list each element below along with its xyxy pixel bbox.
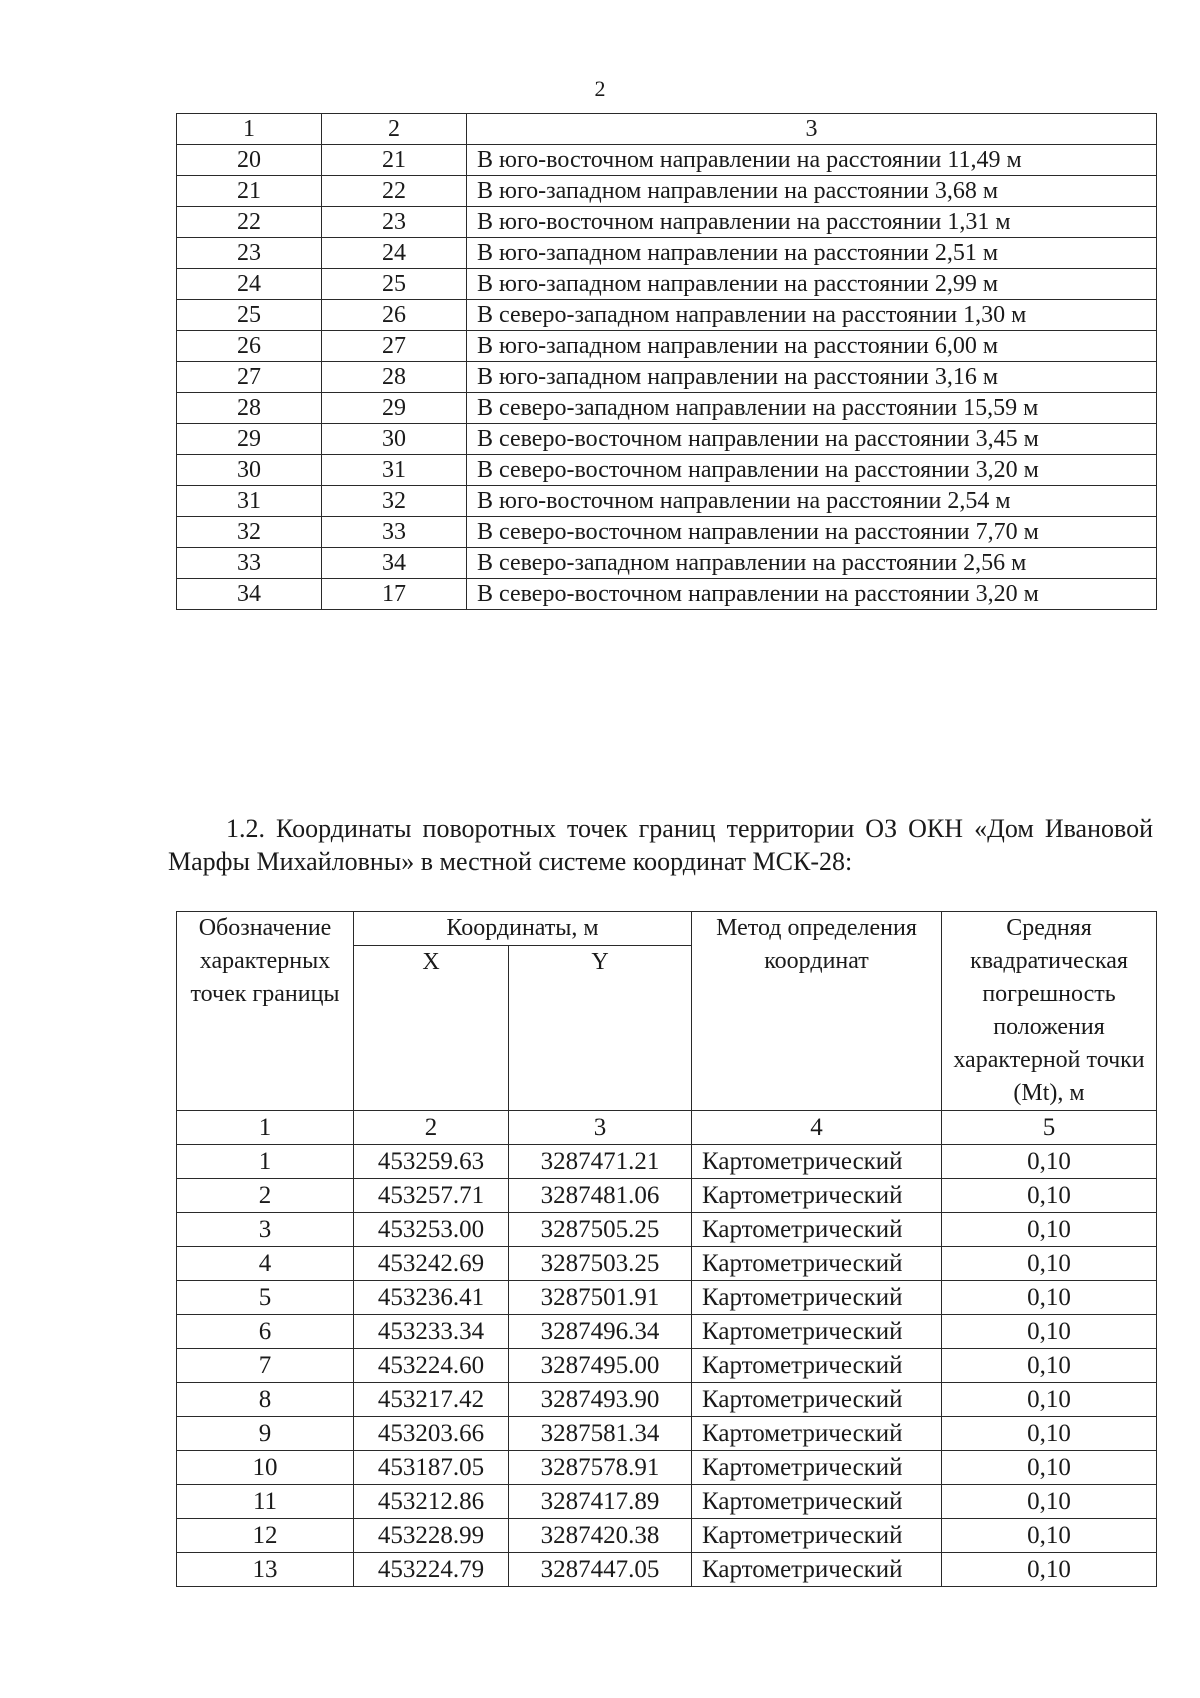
coord-y: 3287501.91	[509, 1281, 692, 1315]
table-row	[177, 1281, 1157, 1315]
point-to: 21	[322, 145, 467, 176]
col-number-2: 2	[354, 1111, 509, 1145]
table-row	[177, 1553, 1157, 1587]
direction-text: В юго-восточном направлении на расстоянии 2,54 м	[467, 486, 1157, 517]
table-row	[177, 1519, 1157, 1553]
table-row	[177, 176, 1157, 207]
col-header-2: 2	[322, 114, 467, 145]
coord-y: 3287471.21	[509, 1145, 692, 1179]
direction-text: В юго-западном направлении на расстоянии 2,99 м	[467, 269, 1157, 300]
page-number: 2	[594, 76, 606, 101]
boundary-description-table	[176, 113, 1157, 610]
method: Картометрический	[692, 1451, 942, 1485]
point-to: 29	[322, 393, 467, 424]
table-row	[177, 579, 1157, 610]
coord-x: 453242.69	[354, 1247, 509, 1281]
method: Картометрический	[692, 1553, 942, 1587]
error-value: 0,10	[942, 1553, 1157, 1587]
point-to: 26	[322, 300, 467, 331]
table-row	[177, 1349, 1157, 1383]
error-value: 0,10	[942, 1485, 1157, 1519]
point-number: 1	[177, 1145, 354, 1179]
table-row	[177, 1213, 1157, 1247]
point-number: 13	[177, 1553, 354, 1587]
point-number: 7	[177, 1349, 354, 1383]
point-number: 6	[177, 1315, 354, 1349]
table-row	[177, 455, 1157, 486]
coord-y: 3287420.38	[509, 1519, 692, 1553]
error-value: 0,10	[942, 1315, 1157, 1349]
point-from: 25	[177, 300, 322, 331]
direction-text: В юго-западном направлении на расстоянии 3,16 м	[467, 362, 1157, 393]
table-row	[177, 1247, 1157, 1281]
direction-text: В северо-западном направлении на расстоянии 15,59 м	[467, 393, 1157, 424]
point-to: 30	[322, 424, 467, 455]
method: Картометрический	[692, 1247, 942, 1281]
coord-y: 3287417.89	[509, 1485, 692, 1519]
coord-y: 3287481.06	[509, 1179, 692, 1213]
method: Картометрический	[692, 1179, 942, 1213]
coord-x: 453236.41	[354, 1281, 509, 1315]
point-number: 3	[177, 1213, 354, 1247]
point-number: 11	[177, 1485, 354, 1519]
col-number-1: 1	[177, 1111, 354, 1145]
coord-y: 3287493.90	[509, 1383, 692, 1417]
point-number: 10	[177, 1451, 354, 1485]
direction-text: В юго-западном направлении на расстоянии 2,51 м	[467, 238, 1157, 269]
method: Картометрический	[692, 1349, 942, 1383]
coord-x: 453259.63	[354, 1145, 509, 1179]
point-from: 31	[177, 486, 322, 517]
col-number-4: 4	[692, 1111, 942, 1145]
point-from: 28	[177, 393, 322, 424]
point-from: 33	[177, 548, 322, 579]
coord-x: 453224.60	[354, 1349, 509, 1383]
header-x: X	[354, 946, 509, 1111]
point-from: 24	[177, 269, 322, 300]
table-row	[177, 1485, 1157, 1519]
section-paragraph: 1.2. Координаты поворотных точек границ территории ОЗ ОКН «Дом Ивановой Марфы Михайловны» в местной системе координат МСК-28:	[168, 814, 1153, 876]
table-header-row	[177, 114, 1157, 145]
method: Картометрический	[692, 1383, 942, 1417]
coord-y: 3287496.34	[509, 1315, 692, 1349]
method: Картометрический	[692, 1485, 942, 1519]
direction-text: В северо-западном направлении на расстоянии 2,56 м	[467, 548, 1157, 579]
direction-text: В юго-восточном направлении на расстоянии 11,49 м	[467, 145, 1157, 176]
table-row	[177, 207, 1157, 238]
point-number: 9	[177, 1417, 354, 1451]
header-method: Метод определения координат	[692, 912, 942, 1111]
table-row	[177, 1417, 1157, 1451]
col-number-3: 3	[509, 1111, 692, 1145]
direction-text: В юго-западном направлении на расстоянии 6,00 м	[467, 331, 1157, 362]
table-row	[177, 424, 1157, 455]
coord-y: 3287578.91	[509, 1451, 692, 1485]
coord-y: 3287503.25	[509, 1247, 692, 1281]
col-number-5: 5	[942, 1111, 1157, 1145]
point-to: 32	[322, 486, 467, 517]
direction-text: В юго-восточном направлении на расстоянии 1,31 м	[467, 207, 1157, 238]
point-from: 22	[177, 207, 322, 238]
table-row	[177, 1179, 1157, 1213]
error-value: 0,10	[942, 1247, 1157, 1281]
method: Картометрический	[692, 1213, 942, 1247]
error-value: 0,10	[942, 1451, 1157, 1485]
direction-text: В северо-восточном направлении на расстоянии 3,20 м	[467, 579, 1157, 610]
coord-x: 453217.42	[354, 1383, 509, 1417]
method: Картометрический	[692, 1519, 942, 1553]
point-to: 24	[322, 238, 467, 269]
point-from: 26	[177, 331, 322, 362]
point-from: 32	[177, 517, 322, 548]
point-to: 31	[322, 455, 467, 486]
table-row	[177, 300, 1157, 331]
table-row	[177, 362, 1157, 393]
coord-x: 453233.34	[354, 1315, 509, 1349]
method: Картометрический	[692, 1145, 942, 1179]
direction-text: В северо-восточном направлении на расстоянии 3,45 м	[467, 424, 1157, 455]
error-value: 0,10	[942, 1213, 1157, 1247]
point-to: 27	[322, 331, 467, 362]
coord-y: 3287447.05	[509, 1553, 692, 1587]
coord-x: 453187.05	[354, 1451, 509, 1485]
error-value: 0,10	[942, 1281, 1157, 1315]
col-header-3: 3	[467, 114, 1157, 145]
point-from: 23	[177, 238, 322, 269]
point-number: 4	[177, 1247, 354, 1281]
header-coordinates: Координаты, м	[354, 912, 692, 946]
col-header-1: 1	[177, 114, 322, 145]
coord-y: 3287505.25	[509, 1213, 692, 1247]
method: Картометрический	[692, 1417, 942, 1451]
point-to: 23	[322, 207, 467, 238]
point-from: 27	[177, 362, 322, 393]
coord-x: 453228.99	[354, 1519, 509, 1553]
point-to: 22	[322, 176, 467, 207]
table-row	[177, 145, 1157, 176]
direction-text: В северо-восточном направлении на расстоянии 3,20 м	[467, 455, 1157, 486]
column-numbers-row	[177, 1111, 1157, 1145]
table-row	[177, 331, 1157, 362]
coord-x: 453257.71	[354, 1179, 509, 1213]
coords-header-row	[177, 912, 1157, 946]
point-to: 25	[322, 269, 467, 300]
table-row	[177, 1383, 1157, 1417]
error-value: 0,10	[942, 1179, 1157, 1213]
coord-y: 3287495.00	[509, 1349, 692, 1383]
point-from: 20	[177, 145, 322, 176]
coord-x: 453203.66	[354, 1417, 509, 1451]
point-from: 21	[177, 176, 322, 207]
point-number: 8	[177, 1383, 354, 1417]
direction-text: В юго-западном направлении на расстоянии 3,68 м	[467, 176, 1157, 207]
coord-y: 3287581.34	[509, 1417, 692, 1451]
direction-text: В северо-восточном направлении на расстоянии 7,70 м	[467, 517, 1157, 548]
table-row	[177, 393, 1157, 424]
point-to: 17	[322, 579, 467, 610]
point-from: 29	[177, 424, 322, 455]
header-designation: Обозначение характерных точек границы	[177, 912, 354, 1111]
table-row	[177, 1315, 1157, 1349]
error-value: 0,10	[942, 1349, 1157, 1383]
table-row	[177, 238, 1157, 269]
method: Картометрический	[692, 1315, 942, 1349]
coord-x: 453224.79	[354, 1553, 509, 1587]
point-number: 5	[177, 1281, 354, 1315]
error-value: 0,10	[942, 1145, 1157, 1179]
coord-x: 453212.86	[354, 1485, 509, 1519]
point-to: 33	[322, 517, 467, 548]
point-from: 34	[177, 579, 322, 610]
error-value: 0,10	[942, 1383, 1157, 1417]
table-row	[177, 269, 1157, 300]
header-error: Средняя квадратическая погрешность положения характерной точки (Mt), м	[942, 912, 1157, 1111]
point-number: 12	[177, 1519, 354, 1553]
table-row	[177, 486, 1157, 517]
header-y: Y	[509, 946, 692, 1111]
point-number: 2	[177, 1179, 354, 1213]
error-value: 0,10	[942, 1519, 1157, 1553]
table-row	[177, 517, 1157, 548]
point-to: 28	[322, 362, 467, 393]
error-value: 0,10	[942, 1417, 1157, 1451]
table-row	[177, 1145, 1157, 1179]
point-to: 34	[322, 548, 467, 579]
table-row	[177, 548, 1157, 579]
direction-text: В северо-западном направлении на расстоянии 1,30 м	[467, 300, 1157, 331]
coord-x: 453253.00	[354, 1213, 509, 1247]
point-from: 30	[177, 455, 322, 486]
coordinates-table	[176, 911, 1157, 1587]
method: Картометрический	[692, 1281, 942, 1315]
table-row	[177, 1451, 1157, 1485]
